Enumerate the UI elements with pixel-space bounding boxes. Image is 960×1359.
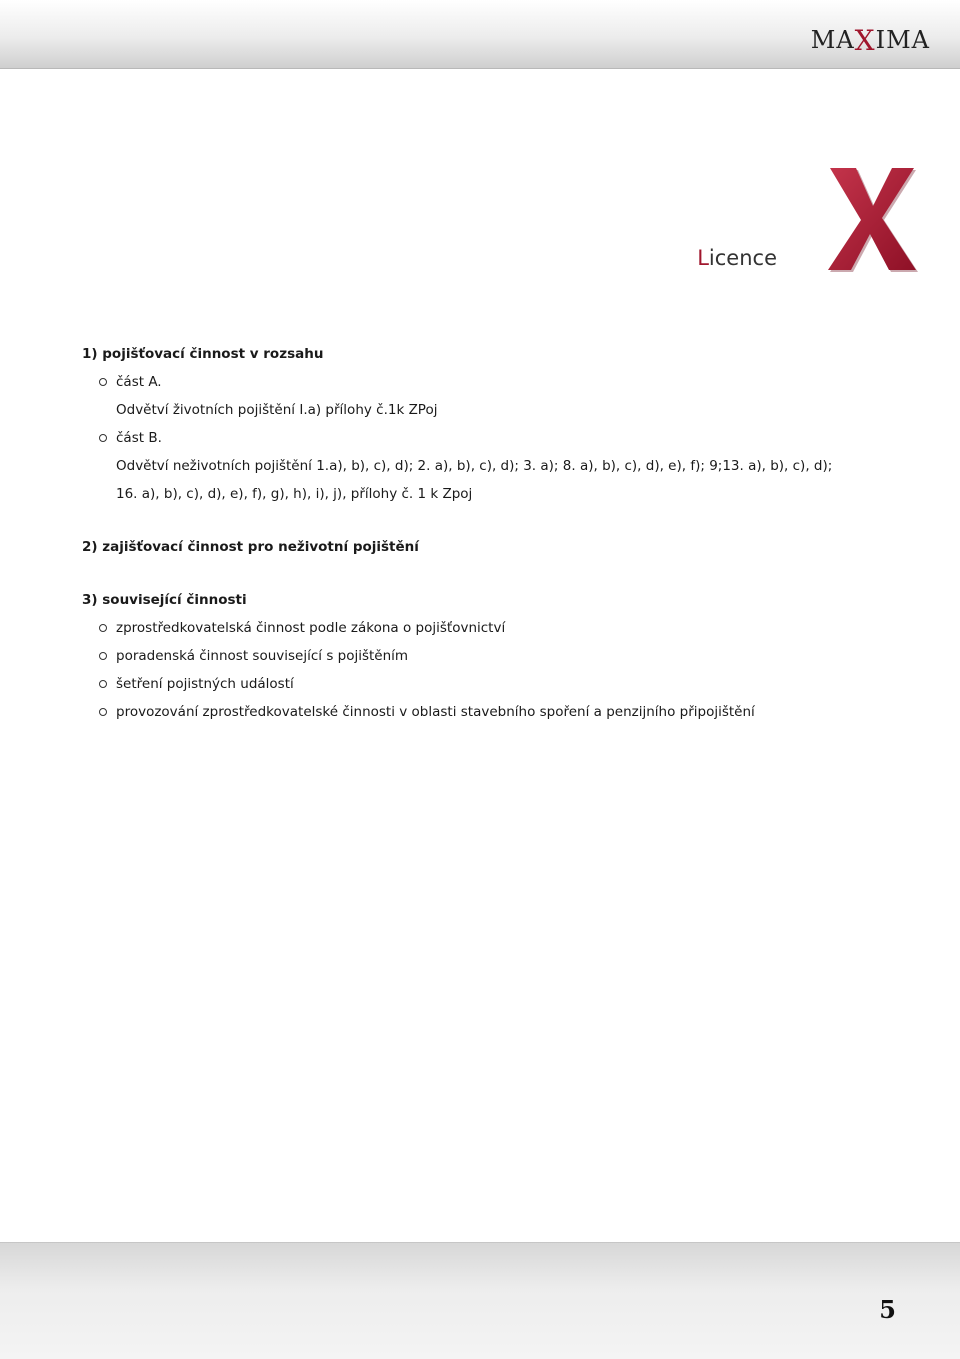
brand-text-post: IMA [875, 26, 930, 54]
heading-related-activities: 3) související činnosti [82, 592, 247, 608]
list-item-label: část B. [116, 430, 162, 446]
list-item-label: poradenská činnost související s pojištěním [116, 648, 409, 664]
bullet-icon [99, 378, 107, 386]
brand-text-pre: MA [810, 26, 855, 54]
list-item-label: část A. [116, 374, 162, 390]
list-item-detail: Odvětví životních pojištění I.a) přílohy č.1k ZPoj [116, 402, 438, 418]
list-item [82, 614, 922, 642]
bullet-icon [99, 624, 107, 632]
bullet-icon [99, 652, 107, 660]
list-item [82, 670, 922, 698]
section-title [697, 246, 777, 270]
heading-insurance-activity: 1) pojišťovací činnost v rozsahu [82, 346, 324, 362]
header-bar [0, 0, 960, 69]
list-item-label: šetření pojistných událostí [116, 676, 294, 692]
decorative-x-icon [826, 164, 918, 274]
section-title-initial: L [697, 246, 709, 270]
list-item [82, 424, 922, 452]
brand-logo [811, 22, 930, 55]
list-item-label: zprostředkovatelská činnost podle zákona o pojišťovnictví [116, 620, 506, 636]
list-item-detail: Odvětví neživotních pojištění 1.a), b), c), d); 2. a), b), c), d); 3. a); 8. a), b), c), d), e), f); 9;13. a), b), c), d); [116, 458, 833, 474]
list-item-detail: 16. a), b), c), d), e), f), g), h), i), j), přílohy č. 1 k Zpoj [116, 486, 473, 502]
list-item-label: provozování zprostředkovatelské činnosti v oblasti stavebního spoření a penzijního připojištění [116, 704, 755, 720]
section-title-rest: icence [708, 246, 777, 270]
bullet-icon [99, 708, 107, 716]
list-item [82, 698, 922, 726]
bullet-icon [99, 680, 107, 688]
brand-text-x: X [854, 24, 876, 57]
footer-bar [0, 1242, 960, 1359]
licence-content [82, 340, 922, 726]
bullet-icon [99, 434, 107, 442]
list-item [82, 368, 922, 396]
page-number: 5 [879, 1295, 896, 1324]
list-item [82, 642, 922, 670]
heading-reinsurance: 2) zajišťovací činnost pro neživotní pojištění [82, 539, 419, 555]
